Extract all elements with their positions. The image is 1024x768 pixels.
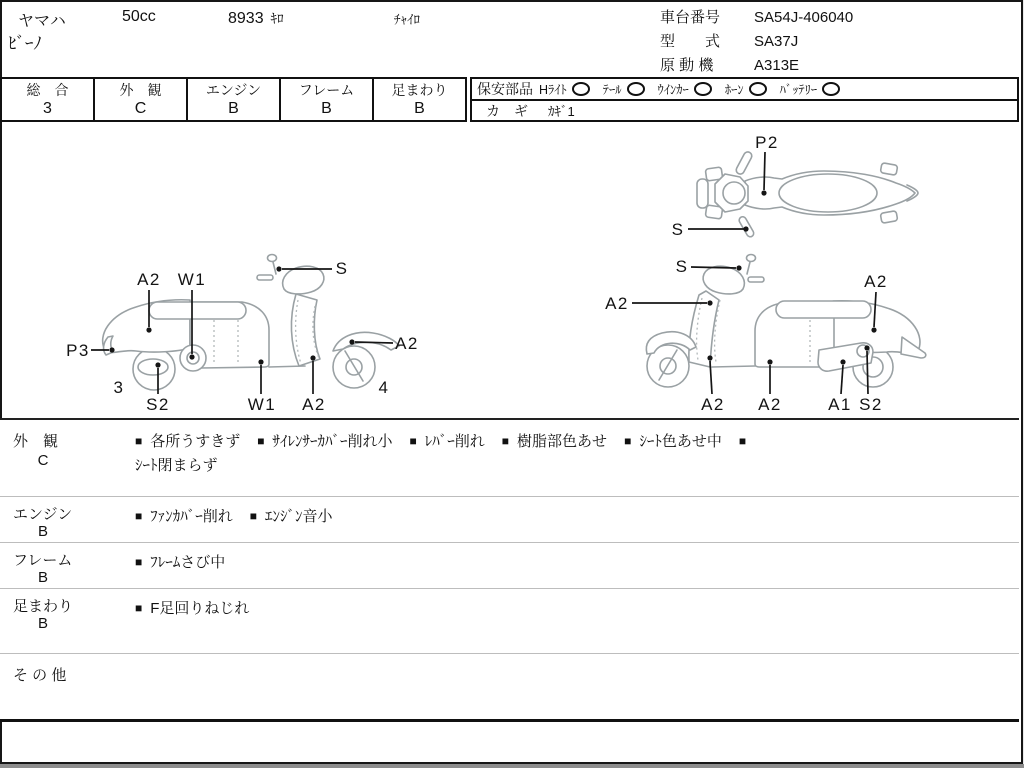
bullet-square-icon: ■ — [135, 509, 143, 523]
leader-dot — [767, 359, 772, 364]
comment-section-label: エンジン — [13, 506, 73, 523]
engine-code-row — [660, 54, 853, 78]
vehicle-id-block — [660, 6, 853, 78]
comment-item: ﾌｧﾝｶﾊﾞｰ削れ — [150, 508, 233, 525]
grade-table — [0, 77, 467, 122]
mirror — [747, 255, 756, 262]
model-code-row — [660, 30, 853, 54]
damage-code-label: A2 — [137, 270, 161, 289]
damage-code-label: A2 — [302, 395, 326, 414]
bullet-square-icon: ■ — [738, 434, 747, 448]
seat-top — [779, 174, 877, 212]
front-fender-top — [697, 179, 708, 208]
handle-grip — [748, 277, 764, 282]
leader-dot — [761, 190, 766, 195]
comment-section-label: フレーム — [13, 552, 73, 569]
key-row — [472, 101, 1017, 120]
comment-row-frame — [0, 542, 1019, 588]
leader-line — [764, 152, 765, 190]
model-name: ﾋﾞｰﾉ — [8, 34, 42, 53]
safety-item-battery: ﾊﾞｯﾃﾘｰ — [780, 80, 841, 98]
ok-circle-icon — [749, 82, 767, 96]
bullet-square-icon: ■ — [409, 434, 417, 448]
comment-section-grade: B — [37, 615, 48, 632]
mileage — [228, 8, 284, 28]
bullet-square-icon: ■ — [501, 434, 510, 448]
handle-grip — [735, 151, 753, 176]
scooter-right-side-diagram — [605, 255, 926, 415]
comment-item: ｼｰﾄ色あせ中 — [639, 433, 722, 450]
grade-value: B — [414, 100, 425, 117]
handlebar-cover — [283, 266, 324, 294]
engine-code-value: A313E — [754, 57, 800, 74]
safety-parts-row — [472, 79, 1017, 101]
mirror — [268, 255, 277, 262]
leader-dot — [871, 327, 876, 332]
leader-dot — [146, 327, 151, 332]
damage-code-label: A2 — [395, 334, 419, 353]
comment-row-other — [0, 653, 1019, 719]
damage-code-label: W1 — [177, 270, 207, 289]
leader-dot — [864, 345, 869, 350]
grade-value: B — [228, 100, 239, 117]
seat — [149, 302, 246, 319]
leader-dot — [155, 362, 160, 367]
damage-code-label: A1 — [828, 395, 852, 414]
ok-circle-icon — [572, 82, 590, 96]
seat — [776, 301, 871, 318]
comment-item: ｻｲﾚﾝｻｰｶﾊﾞｰ削れ小 — [272, 433, 393, 450]
safety-parts-title: 保安部品 — [477, 81, 533, 97]
ok-circle-icon — [694, 82, 712, 96]
mirror-stalk — [273, 262, 276, 274]
comment-items — [135, 654, 1007, 663]
damage-code-label: A2 — [758, 395, 782, 414]
damage-code-label: A2 — [605, 294, 629, 313]
leader-dot — [743, 226, 748, 231]
model-code-label: 型 式 — [660, 33, 721, 50]
safety-item-horn: ﾎｰﾝ — [725, 80, 767, 98]
comment-row-undercarriage — [0, 588, 1019, 653]
model-code-value: SA37J — [754, 33, 799, 50]
grade-cell-undercarriage — [374, 79, 465, 120]
vehicle-damage-diagram — [2, 122, 1022, 422]
steering-boss — [723, 182, 745, 204]
comment-item: F足回りねじれ — [150, 600, 250, 617]
condition-comments-table — [0, 418, 1019, 722]
comment-section-grade: C — [37, 452, 49, 469]
grade-value: C — [134, 100, 147, 117]
mirror-stalk — [747, 262, 750, 274]
grade-cell-overall — [2, 79, 95, 120]
safety-item-headlight: Hﾗｲﾄ — [539, 80, 590, 98]
ok-circle-icon — [822, 82, 840, 96]
comment-items — [135, 589, 1007, 621]
key-value: ｶｷﾞ1 — [548, 104, 575, 119]
engine-code-label: 原 動 機 — [660, 57, 714, 74]
leader-dot — [349, 339, 354, 344]
comment-item: ｴﾝｼﾞﾝ音小 — [265, 508, 333, 525]
grade-label: 総 合 — [26, 82, 69, 98]
leader-line — [710, 361, 712, 394]
comment-items — [135, 497, 1007, 529]
leader-dot — [707, 300, 712, 305]
grade-cell-engine — [188, 79, 281, 120]
damage-code-label: P2 — [755, 133, 779, 152]
comment-section-label: 足まわり — [13, 598, 74, 615]
leader-dot — [707, 355, 712, 360]
bullet-square-icon: ■ — [135, 601, 143, 615]
damage-code-label: S — [675, 257, 689, 276]
comment-section-grade: B — [37, 569, 48, 586]
comment-item: ﾚﾊﾞｰ削れ — [424, 433, 485, 450]
damage-code-label: S — [335, 259, 349, 278]
bullet-square-icon: ■ — [624, 434, 632, 448]
comment-item: ﾌﾚｰﾑさび中 — [150, 554, 226, 571]
wheel-number-label: 4 — [378, 378, 390, 397]
rear-peg — [880, 211, 897, 224]
grade-label: フレーム — [298, 82, 355, 98]
bullet-square-icon: ■ — [135, 555, 143, 569]
comment-item: ｼｰﾄ閉まらず — [135, 457, 218, 474]
leader-line — [355, 342, 393, 343]
damage-code-label: S2 — [859, 395, 883, 414]
damage-code-label: A2 — [864, 272, 888, 291]
rear-hub-cover — [138, 359, 168, 375]
comment-item: 樹脂部色あせ — [517, 433, 608, 450]
damage-code-label: A2 — [701, 395, 725, 414]
floor-line — [712, 366, 755, 367]
comment-item: 各所うすきず — [150, 433, 241, 450]
wheel-number-label: 3 — [113, 378, 125, 397]
chassis-number-label: 車台番号 — [660, 9, 721, 26]
leader-dot — [840, 359, 845, 364]
damage-code-label: W1 — [247, 395, 277, 414]
grade-label: 外 観 — [119, 82, 162, 98]
rear-peg — [880, 163, 897, 176]
comment-row-engine — [0, 496, 1019, 542]
grade-label: 足まわり — [391, 82, 448, 98]
grade-cell-frame — [281, 79, 374, 120]
grade-value: 3 — [43, 100, 52, 117]
displacement: 50cc — [122, 8, 156, 25]
grade-cell-exterior — [95, 79, 188, 120]
grade-label: エンジン — [205, 82, 262, 98]
body-color: ﾁｬｲﾛ — [394, 12, 420, 27]
comment-items — [135, 420, 1007, 478]
comment-items — [135, 543, 1007, 575]
safety-parts-box — [470, 77, 1019, 122]
chassis-number-value: SA54J-406040 — [754, 9, 854, 26]
leader-line — [691, 267, 736, 268]
damage-code-label: S2 — [146, 395, 170, 414]
scooter-top-view-diagram — [672, 133, 918, 239]
comment-section-grade: B — [37, 523, 48, 540]
grade-value: B — [321, 100, 332, 117]
leader-dot — [736, 265, 741, 270]
comment-row-exterior — [0, 420, 1019, 496]
leader-dot — [189, 354, 194, 359]
bullet-square-icon: ■ — [257, 434, 265, 448]
chassis-number-row — [660, 6, 853, 30]
leader-line — [867, 351, 868, 394]
key-label: カ ギ — [486, 102, 528, 119]
leader-dot — [276, 266, 281, 271]
handle-grip — [257, 275, 273, 280]
leader-dot — [310, 355, 315, 360]
leader-dot — [109, 347, 114, 352]
safety-item-taillight: ﾃｰﾙ — [603, 80, 645, 98]
scan-edge-strip — [0, 764, 1024, 768]
comment-section-label: 外 観 — [13, 433, 59, 450]
damage-code-label: S — [671, 220, 685, 239]
scooter-left-side-diagram — [66, 255, 419, 415]
maker-name: ヤマハ — [18, 13, 66, 30]
bullet-square-icon: ■ — [135, 434, 143, 448]
safety-item-winker: ｳｲﾝｶｰ — [658, 80, 712, 98]
mileage-value: 8933 — [228, 10, 264, 27]
mileage-unit: ｷﾛ — [270, 11, 284, 26]
damage-code-label: P3 — [66, 341, 90, 360]
comment-section-label: そ の 他 — [13, 667, 67, 684]
ok-circle-icon — [627, 82, 645, 96]
bullet-square-icon: ■ — [249, 509, 258, 523]
leader-dot — [258, 359, 263, 364]
